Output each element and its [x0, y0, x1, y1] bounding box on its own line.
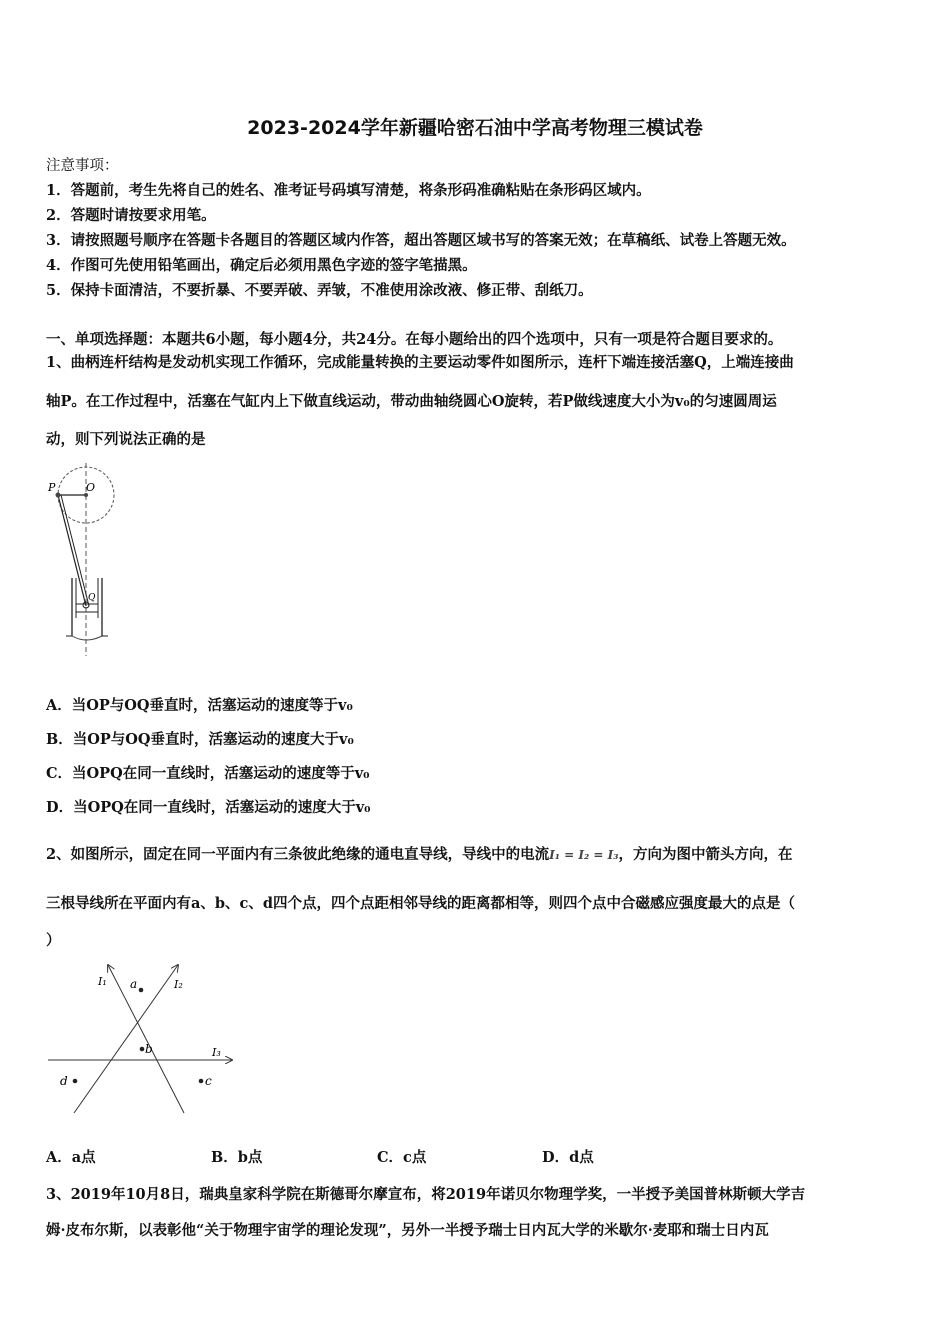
label-b: b [145, 1042, 153, 1056]
label-o: O [86, 481, 96, 494]
page-title: 2023-2024学年新疆哈密石油中学高考物理三模试卷 [247, 117, 703, 139]
crank-piston-figure [44, 458, 124, 663]
q1-option-a: A．当OP与OQ垂直时，活塞运动的速度等于v₀ [46, 697, 353, 714]
question-2-text [46, 843, 793, 864]
q1-option-d: D．当OPQ在同一直线时，活塞运动的速度大于v₀ [46, 799, 371, 816]
q1-option-b: B．当OP与OQ垂直时，活塞运动的速度大于v₀ [46, 731, 354, 748]
question-1-text: 轴P。在工作过程中，活塞在气缸内上下做直线运动，带动曲轴绕圆心O旋转，若P做线速度大小为v₀的匀速圆周运 [46, 393, 777, 410]
notice-item: 1．答题前，考生先将自己的姓名、准考证号码填写清楚，将条形码准确粘贴在条形码区域内。 [46, 182, 651, 199]
q2-option-c: C．c点 [377, 1149, 427, 1166]
current-equation: I₁ = I₂ = I₃ [549, 848, 619, 862]
label-i3: I₃ [212, 1046, 221, 1059]
q2-option-d: D．d点 [542, 1149, 594, 1166]
question-2-text-pre: 2、如图所示，固定在同一平面内有三条彼此绝缘的通电直导线，导线中的电流 [46, 846, 550, 863]
question-2-text: 三根导线所在平面内有a、b、c、d四个点，四个点距相邻导线的距离都相等，则四个点中合磁感应强度最大的点是（ [46, 895, 795, 912]
question-2-text: ） [46, 932, 61, 949]
notice-item: 2．答题时请按要求用笔。 [46, 207, 216, 224]
label-c: c [205, 1074, 212, 1088]
question-2-text-post: ，方向为图中箭头方向，在 [618, 846, 793, 863]
q2-option-b: B．b点 [211, 1149, 263, 1166]
notice-item: 5．保持卡面清洁，不要折暴、不要弄破、弄皱，不准使用涂改液、修正带、刮纸刀。 [46, 282, 593, 299]
question-3-text: 姆·皮布尔斯，以表彰他“关于物理宇宙学的理论发现”，另外一半授予瑞士日内瓦大学的米歇尔·麦耶和瑞士日内瓦 [46, 1222, 769, 1239]
section-heading: 一、单项选择题：本题共6小题，每小题4分，共24分。在每小题给出的四个选项中，只有一项是符合题目要求的。 [46, 331, 783, 348]
notice-item: 4．作图可先使用铅笔画出，确定后必须用黑色字迹的签字笔描黑。 [46, 257, 477, 274]
label-p: P [48, 481, 56, 494]
question-1-text: 动，则下列说法正确的是 [46, 431, 206, 448]
three-wires-figure [46, 958, 236, 1118]
label-i1: I₁ [98, 975, 107, 988]
q2-option-a: A．a点 [46, 1149, 96, 1166]
label-q: Q [88, 593, 96, 603]
label-i2: I₂ [174, 978, 183, 991]
label-d: d [60, 1074, 68, 1088]
notice-heading: 注意事项： [46, 158, 119, 174]
q1-option-c: C．当OPQ在同一直线时，活塞运动的速度等于v₀ [46, 765, 370, 782]
question-3-text: 3、2019年10月8日，瑞典皇家科学院在斯德哥尔摩宣布，将2019年诺贝尔物理学奖，一半授予美国普林斯顿大学吉 [46, 1186, 806, 1203]
notice-item: 3．请按照题号顺序在答题卡各题目的答题区域内作答，超出答题区域书写的答案无效；在草稿纸、试卷上答题无效。 [46, 232, 796, 249]
question-1-text: 1、曲柄连杆结构是发动机实现工作循环，完成能量转换的主要运动零件如图所示，连杆下端连接活塞Q，上端连接曲 [46, 354, 794, 371]
label-a: a [130, 977, 138, 991]
